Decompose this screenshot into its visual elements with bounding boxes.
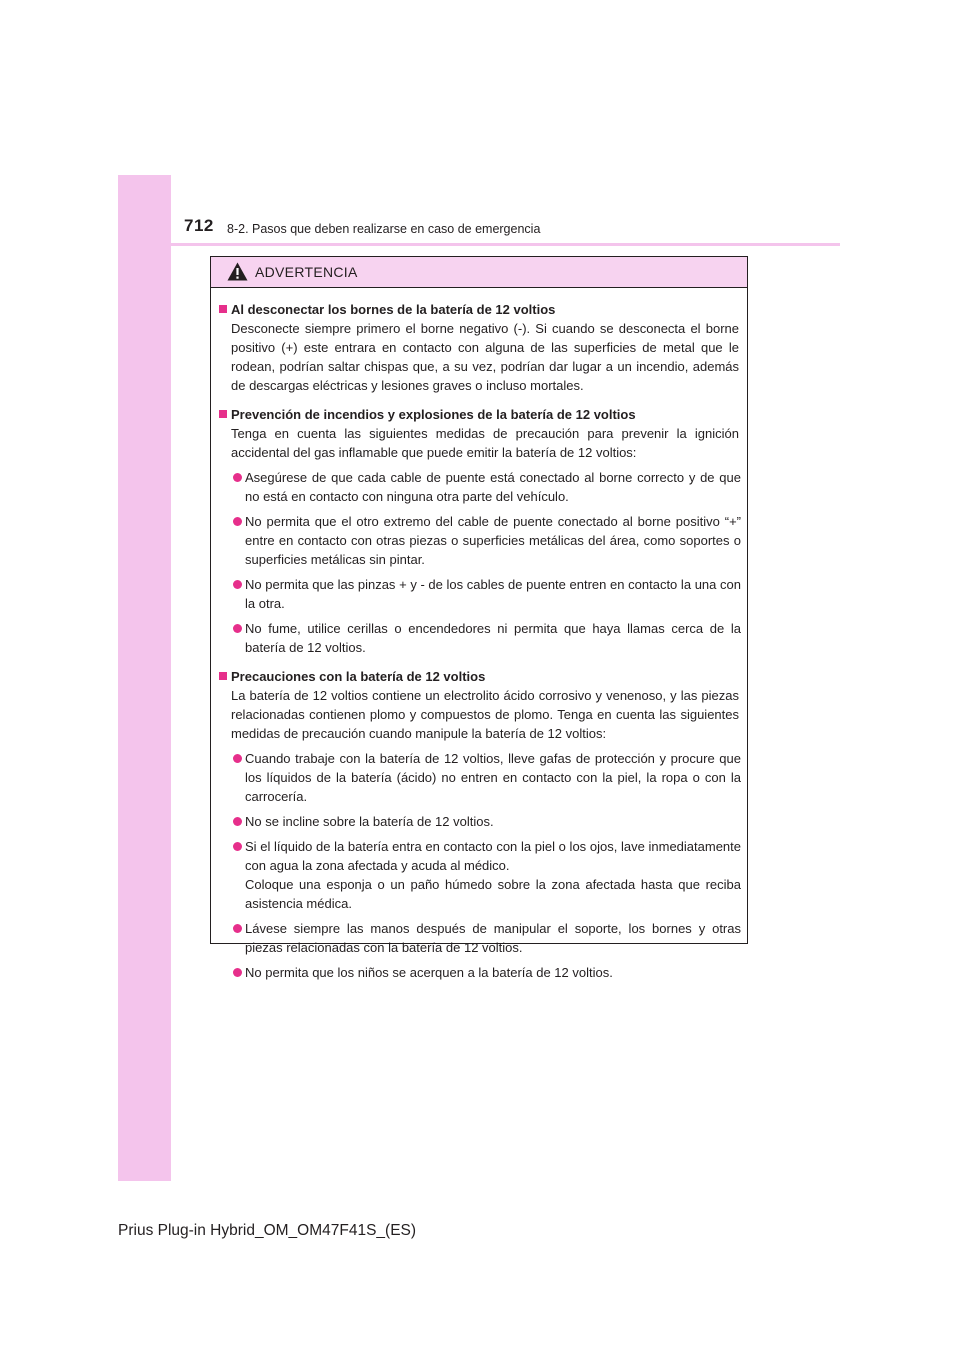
list-item-text: No fume, utilice cerillas o encendedores ni permita que haya llamas cerca de la batería de 12 voltios.: [245, 621, 741, 655]
footer-document-id: Prius Plug-in Hybrid_OM_OM47F41S_(ES): [118, 1222, 417, 1239]
warning-body: [211, 288, 747, 982]
list-item-text: Cuando trabaje con la batería de 12 voltios, lleve gafas de protección y procure que los líquidos de la batería (ácido) no entren en contacto con la piel, la ropa o con la carrocería.: [245, 751, 741, 804]
square-bullet-icon: [219, 305, 227, 313]
list-item: [217, 812, 741, 831]
circle-bullet-icon: [233, 624, 242, 633]
list-item-text: Si el líquido de la batería entra en contacto con la piel o los ojos, lave inmediatamente con agua la zona afectada y acuda al médico.: [245, 839, 741, 873]
warning-header: [211, 257, 747, 288]
header-rule: [118, 243, 840, 246]
list-item-text: No se incline sobre la batería de 12 voltios.: [245, 814, 494, 829]
section-paragraph: La batería de 12 voltios contiene un electrolito ácido corrosivo y venenoso, y las piezas relacionadas contienen plomo y compuestos de plomo. Tenga en cuenta las siguientes medidas de precaución cuando manipule la batería de 12 voltios:: [231, 688, 739, 741]
list-item: [217, 919, 741, 957]
section-heading-text: Prevención de incendios y explosiones de la batería de 12 voltios: [231, 407, 636, 422]
square-bullet-icon: [219, 672, 227, 680]
page-number: 712: [184, 216, 214, 235]
circle-bullet-icon: [233, 842, 242, 851]
circle-bullet-icon: [233, 580, 242, 589]
list-item: [217, 749, 741, 806]
warning-section: [217, 300, 741, 395]
chapter-title: 8-2. Pasos que deben realizarse en caso de emergencia: [227, 222, 541, 236]
list-item: [217, 963, 741, 982]
list-item-text: Lávese siempre las manos después de manipular el soporte, los bornes y otras piezas relacionadas con la batería de 12 voltios.: [245, 921, 741, 955]
list-item: [217, 575, 741, 613]
section-text: [217, 686, 741, 743]
list-item: [217, 468, 741, 506]
circle-bullet-icon: [233, 754, 242, 763]
list-item-text: No permita que los niños se acerquen a la batería de 12 voltios.: [245, 965, 613, 980]
section-paragraph: Tenga en cuenta las siguientes medidas de precaución para prevenir la ignición accidental del gas inflamable que puede emitir la batería de 12 voltios:: [231, 426, 739, 460]
section-heading: [217, 667, 741, 686]
warning-triangle-icon: [227, 262, 248, 281]
circle-bullet-icon: [233, 473, 242, 482]
section-heading: [217, 405, 741, 424]
list-item: [217, 512, 741, 569]
list-item-text: Coloque una esponja o un paño húmedo sobre la zona afectada hasta que reciba asistencia médica.: [245, 877, 741, 911]
warning-box: [210, 256, 748, 980]
list-item: [217, 837, 741, 913]
list-item: [217, 619, 741, 657]
warning-title: ADVERTENCIA: [255, 264, 358, 280]
side-color-band: [118, 175, 171, 1181]
square-bullet-icon: [219, 410, 227, 418]
section-paragraph: Desconecte siempre primero el borne negativo (-). Si cuando se desconecta el borne positivo (+) este entrara en contacto con alguna de las superficies de metal que le rodean, podrían saltar chispas que, a su vez, podrían dar lugar a un incendio, además de descargas eléctricas y lesiones graves o incluso mortales.: [231, 321, 739, 393]
section-heading: [217, 300, 741, 319]
section-text: [217, 424, 741, 462]
circle-bullet-icon: [233, 817, 242, 826]
list-item-text: No permita que el otro extremo del cable de puente conectado al borne positivo “+” entre en contacto con otras piezas o superficies metálicas del área, como soportes o superficies metálicas sin pintar.: [245, 514, 741, 567]
section-heading-text: Precauciones con la batería de 12 voltios: [231, 669, 486, 684]
list-item-text: No permita que las pinzas + y - de los cables de puente entren en contacto la una con la otra.: [245, 577, 741, 611]
circle-bullet-icon: [233, 924, 242, 933]
circle-bullet-icon: [233, 968, 242, 977]
section-heading-text: Al desconectar los bornes de la batería de 12 voltios: [231, 302, 556, 317]
section-text: [217, 319, 741, 395]
warning-section: [217, 405, 741, 657]
list-item-text: Asegúrese de que cada cable de puente está conectado al borne correcto y de que no está en contacto con ninguna otra parte del vehículo.: [245, 470, 741, 504]
warning-section: [217, 667, 741, 982]
circle-bullet-icon: [233, 517, 242, 526]
